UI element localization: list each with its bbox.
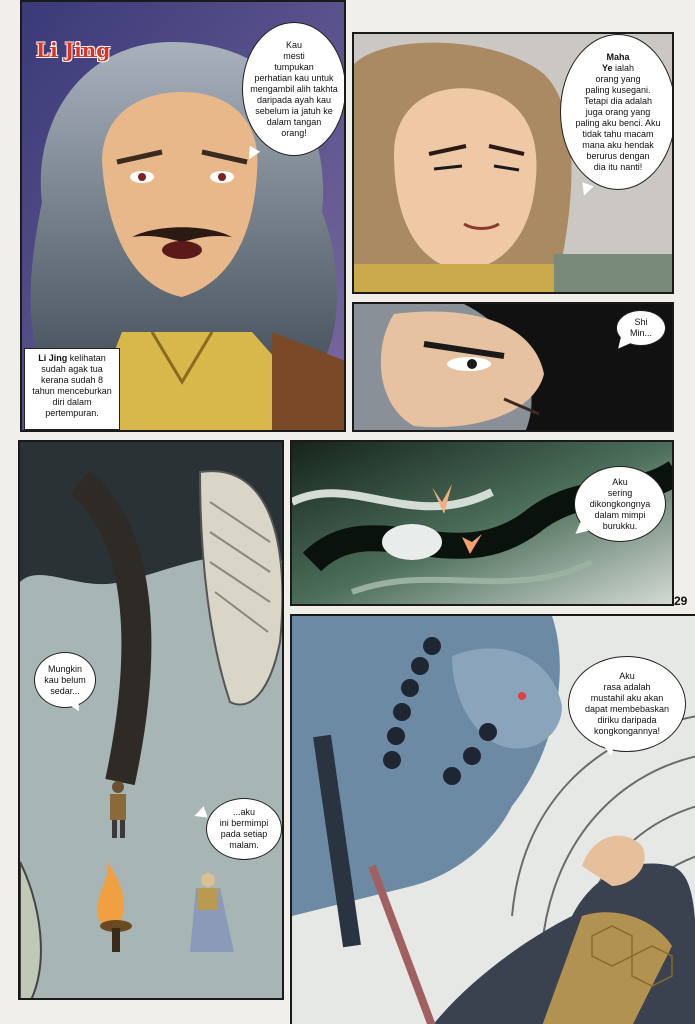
speech-bubble: Kau mesti tumpukan perhatian kau untuk mengambil alih takhta daripada ayah kau sebelum ia jatuh ke dalam tangan orang! [242, 22, 346, 156]
panel-demon-battle [290, 614, 695, 1024]
speech-bubble: Mungkin kau belum sedar... [34, 652, 96, 708]
giant-scene [20, 442, 284, 1000]
speech-bubble: Aku rasa adalah mustahil aku akan dapat membebaskan diriku daripada kongkongannya! [568, 656, 686, 752]
bubble-text: ialah orang yang paling kusegani. Tetapi dia adalah juga orang yang paling aku benci. Aku tidak tahu macam mana aku hendak berurus dengan dia itu nanti! [575, 62, 661, 172]
speech-bubble [560, 34, 674, 190]
speech-bubble-tail [603, 743, 617, 757]
speech-bubble: Aku sering dikongkongnya dalam mimpi burukku. [574, 466, 666, 542]
character-name-tag: Li Jing [36, 38, 111, 62]
panel-shi-min-portrait [352, 32, 674, 294]
narration-caption [24, 348, 120, 430]
panel-li-jing [20, 0, 346, 432]
speech-bubble: ...aku ini bermimpi pada setiap malam. [206, 798, 282, 860]
speech-bubble: Shi Min... [616, 310, 666, 346]
panel-giant-shadow [18, 440, 284, 1000]
caption-name: Li Jing [38, 353, 68, 363]
panel-dark-swirl [290, 440, 674, 606]
bubble-name: Maha Ye [601, 51, 630, 73]
caption-text: kelihatan sudah agak tua kerana sudah 8 tahun menceburkan diri dalam pertempuran. [32, 353, 112, 418]
panel-shi-min-closeup [352, 302, 674, 432]
page-number: 29 [674, 594, 688, 608]
